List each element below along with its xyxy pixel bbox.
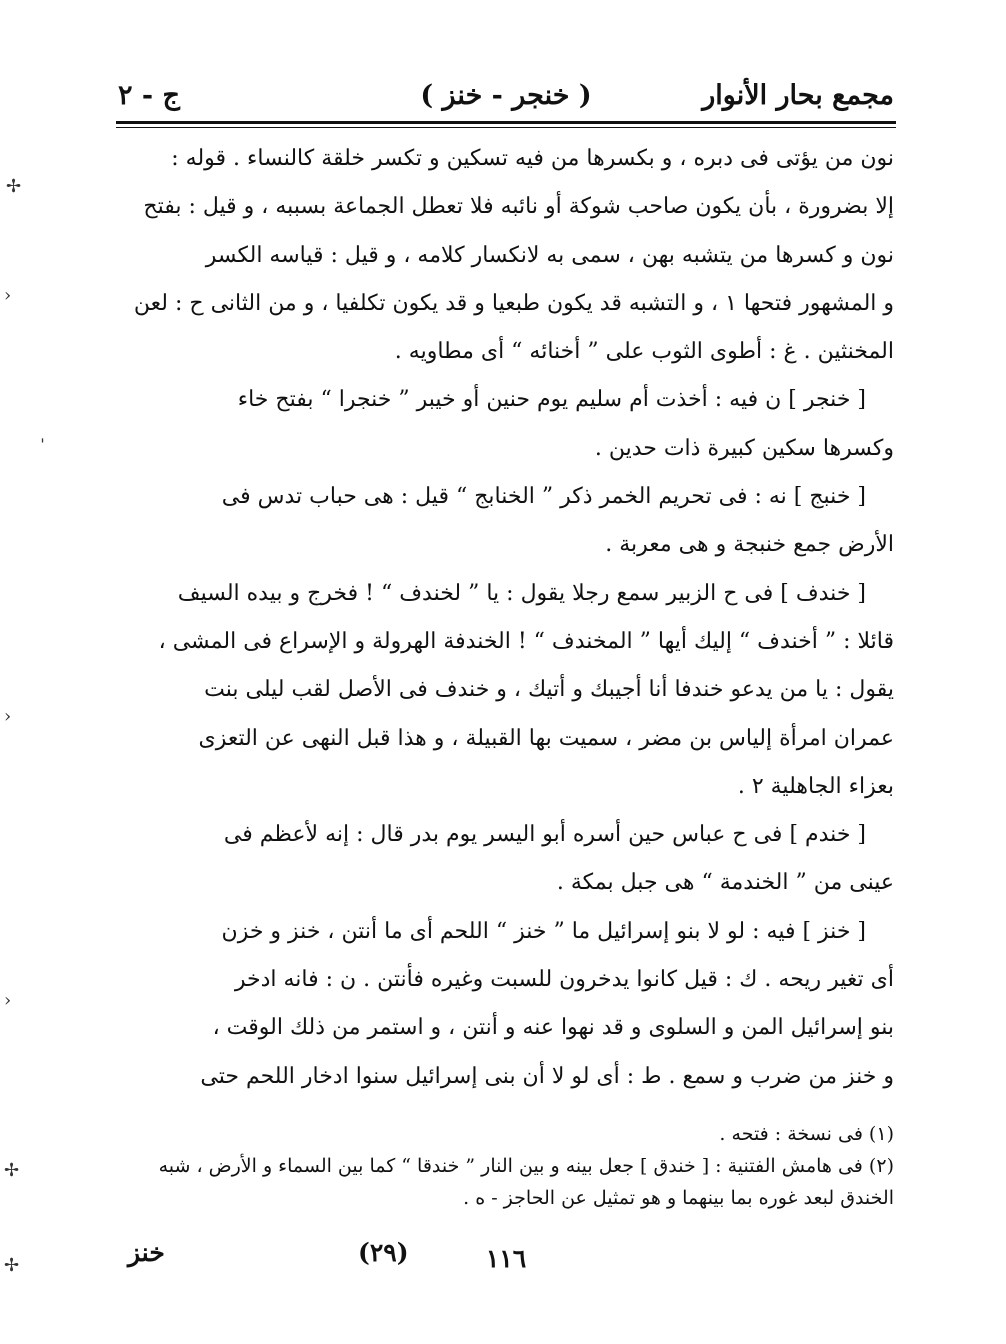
- text-line: نون من يؤتى فى دبره ، و بكسرها من فيه تسكين و تكسر خلقة كالنساء . قوله :: [171, 146, 894, 171]
- text-line: قائلا : ” أخندف “ إليك أيها ” المخندف “ ! الخندفة الهرولة و الإسراع فى المشى ،: [158, 628, 894, 654]
- entry-line-khanaz: [ خنز ] فيه : لو لا بنو إسرائيل ما ” خنز “ اللحم أى ما أنتن ، خنز و خزن: [221, 918, 866, 944]
- text-line: بنو إسرائيل المن و السلوى و قد نهوا عنه و أنتن ، و استمر من ذلك الوقت ،: [212, 1015, 894, 1041]
- margin-mark: ✢: [6, 176, 22, 197]
- entry-line-khandaf: [ خندف ] فى ح الزبير سمع رجلا يقول : يا ” لخندف “ ! فخرج و بيده السيف: [177, 580, 866, 606]
- footnote-2: (٢) فى هامش الفتنية : [ خندق ] جعل بينه و بين النار ” خندقا “ كما بين السماء و الأرض ، شبه: [158, 1155, 894, 1177]
- text-line: عينى من ” الخندمة “ هى جبل بمكة .: [556, 870, 894, 896]
- text-line: عمران امرأة إلياس بن مضر ، سميت بها القبيلة ، و هذا قبل النهى عن التعزى: [198, 725, 894, 751]
- body-text: [118, 135, 894, 1101]
- footnote-1: (١) فى نسخة : فتحه .: [719, 1123, 894, 1145]
- margin-mark: ✢: [4, 1255, 20, 1276]
- page-number: ١١٦: [485, 1244, 527, 1273]
- text-line: الأرض جمع خنبجة و هى معربة .: [605, 532, 894, 558]
- text-line: إلا بضرورة ، بأن يكون صاحب شوكة أو نائبه فلا تعطل الجماعة بسببه ، و قيل : بفتح: [143, 194, 894, 220]
- margin-mark: ˈ: [40, 436, 45, 457]
- margin-mark: ✢: [4, 1160, 20, 1181]
- header-rule-thick: [116, 121, 896, 124]
- footnote-2-continued: الخندق لبعد غوره بما بينهما و هو تمثيل عن الحاجز - ه .: [463, 1187, 894, 1209]
- margin-mark: ›: [4, 990, 12, 1011]
- sheet-number: (٢٩): [358, 1238, 409, 1267]
- text-line: يقول : يا من يدعو خندفا أنا أجيبك و أتيك ، و خندف فى الأصل لقب ليلى بنت: [204, 677, 894, 703]
- margin-mark: ›: [4, 285, 12, 306]
- entry-line-khandam: [ خندم ] فى ح عباس حين أسره أبو اليسر يوم بدر قال : إنه لأعظم فى: [223, 822, 866, 848]
- text-line: و المشهور فتحها ١ ، و التشبه قد يكون طبعيا و قد يكون تكلفيا ، و من الثانى ح : لعن: [133, 290, 894, 316]
- text-line: المخنثين . غ : أطوى الثوب على ” أخنائه “ أى مطاويه .: [394, 339, 894, 365]
- book-title: مجمع بحار الأنوار: [702, 79, 894, 111]
- text-line: أى تغير ريحه . ك : قيل كانوا يدخرون للسبت وغيره فأنتن . ن : فانه ادخر: [234, 967, 894, 993]
- margin-mark: ›: [4, 706, 12, 727]
- footnotes: [118, 1118, 894, 1214]
- entry-line-khanjar: [ خنجر ] ن فيه : أخذت أم سليم يوم حنين أو خيبر ” خنجرا “ بفتح خاء: [237, 387, 866, 413]
- text-line: بعزاء الجاهلية ٢ .: [737, 773, 894, 799]
- text-line: و خنز من ضرب و سمع . ط : أى لو لا أن بنى إسرائيل سنوا ادخار اللحم حتى: [200, 1063, 894, 1089]
- entry-range: ( خنجر - خنز ): [420, 79, 592, 111]
- header-rule-thin: [116, 127, 896, 128]
- running-header: [118, 70, 894, 120]
- text-line: وكسرها سكين كبيرة ذات حدين .: [594, 435, 894, 461]
- signature-catchword: خنز: [128, 1238, 165, 1267]
- volume-label: ج - ٢: [118, 79, 180, 111]
- page-footer: [118, 1238, 894, 1278]
- entry-line-khanbaj: [ خنبج ] نه : فى تحريم الخمر ذكر ” الخنابج “ قيل : هى حباب تدس فى: [221, 484, 866, 510]
- text-line: نون و كسرها من يتشبه بهن ، سمى به لانكسار كلامه ، و قيل : قياسه الكسر: [205, 242, 894, 268]
